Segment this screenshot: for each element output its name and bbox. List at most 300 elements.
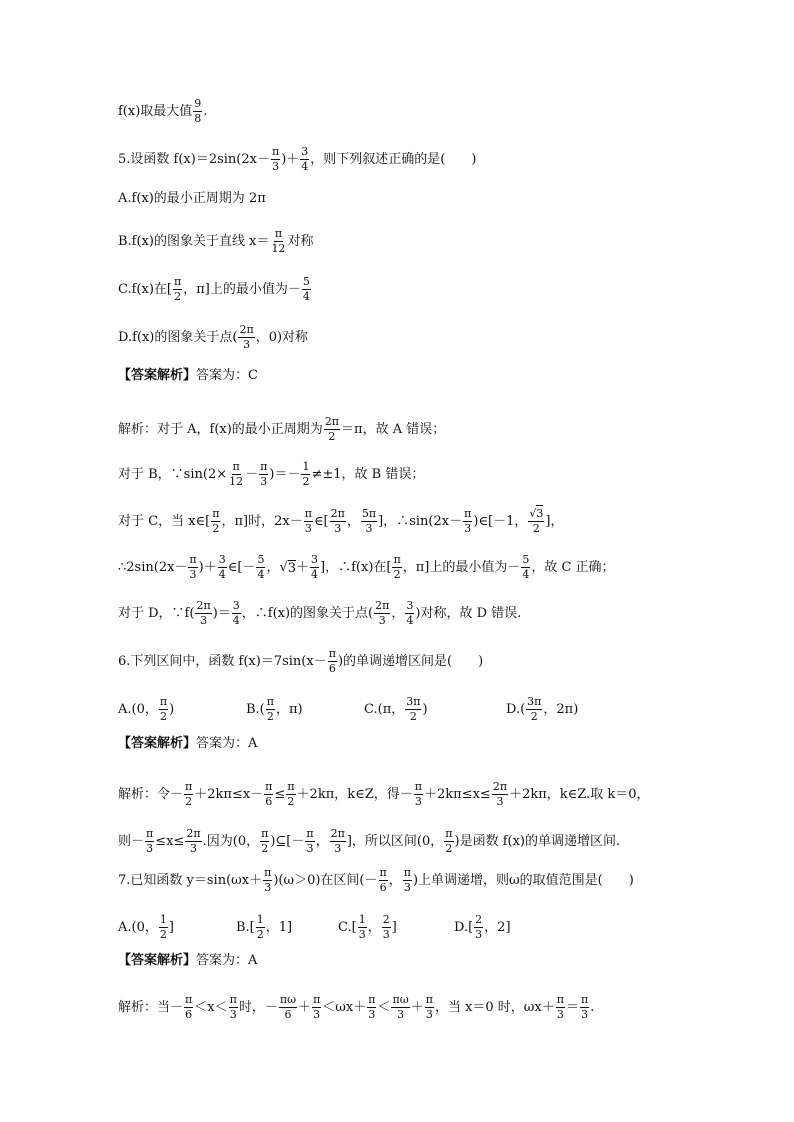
q5-stem <box>118 146 734 172</box>
text: 解析：当－ <box>118 999 184 1015</box>
text: ∴2sin(2x－ <box>118 559 188 575</box>
q5-option-d <box>118 324 734 350</box>
text: ，1] <box>265 919 293 935</box>
fraction <box>414 781 423 807</box>
frac-num: 5π <box>361 507 377 520</box>
frac-num: π <box>304 507 312 520</box>
text: 5.设函数 f(x)＝2sin(2x－ <box>118 151 270 167</box>
frac-num: π <box>328 647 336 660</box>
frac-den: 12 <box>271 241 286 255</box>
text: ]，∴f(x)在[ <box>320 559 392 575</box>
text: ＜ <box>377 999 391 1015</box>
frac-num: 3π <box>406 695 421 708</box>
frac-num: π <box>212 507 220 520</box>
text: A.f(x)的最小正周期为 2π <box>118 191 266 206</box>
frac-den: 3 <box>200 613 208 627</box>
answer-label: 【答案解析】 <box>118 736 197 751</box>
frac-den: 4 <box>311 567 319 581</box>
frac-den: 6 <box>379 880 387 894</box>
answer-label: 【答案解析】 <box>118 953 197 968</box>
answer-text: 答案为：A <box>196 953 258 968</box>
fraction <box>193 98 202 124</box>
frac-den: 3 <box>556 1007 564 1021</box>
text: C.(π， <box>364 701 405 717</box>
text: .因为(0， <box>202 833 260 849</box>
frac-den: 2 <box>328 429 336 443</box>
fraction <box>403 867 412 893</box>
fraction <box>256 914 265 940</box>
answer-label: 【答案解析】 <box>118 368 197 383</box>
frac-num: π <box>414 780 423 793</box>
text: ＜x＜ <box>194 999 228 1015</box>
ans5-line4 <box>118 554 734 580</box>
frac-num: 2π <box>375 599 390 612</box>
fraction <box>367 994 376 1020</box>
frac-den: 3 <box>414 794 422 808</box>
frac-num: 2π <box>324 415 340 428</box>
fraction <box>159 696 168 722</box>
q6-options <box>118 696 734 722</box>
fraction <box>374 600 390 626</box>
frac-den: 3 <box>229 1007 237 1021</box>
text: ]，∴sin(2x－ <box>378 513 463 529</box>
frac-num: π <box>464 507 472 520</box>
text: 对称 <box>287 233 314 249</box>
fraction <box>270 228 286 254</box>
frac-num: π <box>379 866 387 879</box>
frac-den: 2 <box>409 709 417 723</box>
frac-num: 3 <box>301 145 309 158</box>
q7-options <box>118 914 734 940</box>
frac-num: πω <box>392 993 409 1006</box>
frac-num: π <box>271 145 280 158</box>
fraction <box>218 554 227 580</box>
fraction <box>259 461 268 487</box>
text: ＋ <box>298 999 312 1015</box>
frac-num: 5 <box>522 553 530 566</box>
frac-num: π <box>266 695 274 708</box>
text: ＋ <box>296 559 310 575</box>
frac-num: π <box>403 866 411 879</box>
text: ＋ <box>410 999 424 1015</box>
frac-den: 3 <box>272 159 280 173</box>
frac-den: 2 <box>393 567 401 581</box>
frac-num: √3 <box>529 507 544 520</box>
frac-den: 2 <box>530 709 538 723</box>
text: ≤x≤ <box>155 833 185 849</box>
text: 时，－ <box>238 999 278 1015</box>
frac-num: π <box>189 553 197 566</box>
fraction <box>328 648 337 674</box>
q6-option-b <box>246 696 364 722</box>
frac-num: 3π <box>527 695 542 708</box>
frac-num: 2 <box>382 913 390 926</box>
frac-num: 5 <box>302 275 310 288</box>
text: B.( <box>246 701 265 717</box>
fraction <box>263 867 272 893</box>
fraction <box>184 994 193 1020</box>
frac-num: π <box>173 275 182 288</box>
frac-den: 2 <box>532 521 540 535</box>
text: ≠±1，故 B 错误； <box>311 466 425 482</box>
text: ，故 C 正确； <box>531 559 615 575</box>
fraction <box>173 276 182 302</box>
q7-option-b <box>236 914 338 940</box>
text: )上单调递增，则ω的取值范围是( ) <box>412 872 634 888</box>
text: 对于 C，当 x∈[ <box>118 513 211 529</box>
frac-num: π <box>261 827 269 840</box>
ans6-line2 <box>118 828 734 854</box>
frac-den: 3 <box>334 521 342 535</box>
text: ≤ <box>274 786 286 802</box>
frac-den: 4 <box>406 613 414 627</box>
text: ＋2kπ，k∈Z.取 k＝0， <box>509 786 650 802</box>
text: ，π]上的最小值为－ <box>402 559 521 575</box>
text: )＝－ <box>269 466 301 482</box>
text: )⊆[－ <box>270 833 305 849</box>
fraction <box>229 994 238 1020</box>
text: ， <box>391 605 405 621</box>
ans6-line1 <box>118 781 734 807</box>
frac-num: π <box>264 866 272 879</box>
frac-den: 3 <box>403 880 411 894</box>
fraction <box>300 146 309 172</box>
fraction <box>264 781 273 807</box>
text: ， <box>388 872 402 888</box>
frac-num: 2π <box>239 323 254 336</box>
frac-den: 3 <box>260 474 268 488</box>
text: ]，所以区间(0， <box>346 833 444 849</box>
text: ＋2kπ≤x≤ <box>424 786 491 802</box>
text: )＝ <box>212 605 231 621</box>
text: )的单调递增区间是( ) <box>337 653 484 669</box>
fraction <box>330 508 346 534</box>
q7-stem <box>118 867 734 893</box>
frac-den: 4 <box>302 289 310 303</box>
fraction <box>185 828 201 854</box>
frac-den: 3 <box>368 1007 376 1021</box>
frac-num: π <box>185 993 193 1006</box>
frac-den: 2 <box>266 709 274 723</box>
fraction <box>580 994 589 1020</box>
fraction <box>310 554 319 580</box>
text: ＜ωx＋ <box>322 999 367 1015</box>
frac-den: 4 <box>257 567 265 581</box>
frac-num: πω <box>279 993 297 1006</box>
fraction <box>330 828 346 854</box>
text: )是函数 f(x)的单调递增区间. <box>454 833 621 849</box>
frac-num: 2π <box>330 507 345 520</box>
fraction <box>526 696 542 722</box>
text: B.[ <box>236 919 255 935</box>
q6-option-d <box>506 696 578 722</box>
fraction <box>184 781 193 807</box>
frac-den: 8 <box>194 111 202 125</box>
frac-den: 6 <box>328 661 336 675</box>
text: 解析：对于 A，f(x)的最小正周期为 <box>118 421 323 437</box>
fraction <box>556 994 565 1020</box>
text: 7.已知函数 y＝sin(ωx＋ <box>118 872 263 888</box>
frac-den: 6 <box>284 1007 292 1021</box>
frac-num: π <box>229 993 237 1006</box>
ans5-line2 <box>118 461 734 487</box>
text: C.[ <box>338 919 357 935</box>
frac-den: 3 <box>334 841 342 855</box>
frac-den: 6 <box>265 794 273 808</box>
fraction <box>379 867 388 893</box>
q5-option-b <box>118 228 734 254</box>
frac-den: 3 <box>425 1007 433 1021</box>
frac-num: π <box>556 993 564 1006</box>
text: 对于 B，∵sin(2× <box>118 466 228 482</box>
frac-den: 3 <box>464 521 472 535</box>
frac-den: 3 <box>264 880 272 894</box>
fraction <box>528 508 544 534</box>
text: B.f(x)的图象关于直线 x＝ <box>118 233 270 249</box>
ans6-header <box>118 737 734 750</box>
text: ＋2kπ≤x－ <box>194 786 264 802</box>
frac-num: 3 <box>311 553 319 566</box>
text: ∈[－ <box>227 559 256 575</box>
text: ＋2kπ，k∈Z，得－ <box>296 786 413 802</box>
text: D.[ <box>454 919 474 935</box>
frac-num: π <box>159 695 168 708</box>
q7-option-d <box>454 914 511 940</box>
frac-den: 4 <box>522 567 530 581</box>
frac-num: π <box>265 780 273 793</box>
frac-num: π <box>232 460 240 473</box>
text: )∈[－1， <box>473 513 528 529</box>
text: ， <box>346 513 360 529</box>
frac-num: π <box>445 827 453 840</box>
frac-den: 3 <box>243 337 251 351</box>
frac-den: 2 <box>185 794 193 808</box>
text: ] <box>168 919 174 935</box>
frac-den: 3 <box>475 927 483 941</box>
text: ) <box>169 701 175 717</box>
text: ， <box>266 559 280 575</box>
fraction <box>392 554 401 580</box>
fraction <box>188 554 197 580</box>
frac-num: π <box>368 993 376 1006</box>
fraction <box>228 461 244 487</box>
ans5-line5 <box>118 600 734 626</box>
frac-num: 2π <box>196 599 211 612</box>
fraction <box>256 554 265 580</box>
text: . <box>203 103 208 119</box>
fraction <box>492 781 508 807</box>
frac-den: 4 <box>218 567 226 581</box>
q7-option-c <box>338 914 454 940</box>
fraction <box>271 146 280 172</box>
fraction <box>463 508 472 534</box>
frac-num: π <box>306 827 314 840</box>
fraction <box>211 508 220 534</box>
text: ，π) <box>276 701 303 717</box>
frac-den: 2 <box>159 709 167 723</box>
frac-den: 3 <box>146 841 154 855</box>
text: ]， <box>545 513 564 529</box>
text: D.( <box>506 701 526 717</box>
fraction <box>324 416 340 442</box>
fraction <box>279 994 297 1020</box>
sqrt-value: 3 <box>536 507 544 520</box>
frac-den: 2 <box>256 927 264 941</box>
text: f(x)取最大值 <box>118 103 193 119</box>
text: ＝ <box>565 999 579 1015</box>
frac-den: 2 <box>287 794 295 808</box>
text: A.(0， <box>118 701 158 717</box>
text: 6.下列区间中，函数 f(x)＝7sin(x－ <box>118 653 327 669</box>
text: 则－ <box>118 833 145 849</box>
frac-den: 3 <box>378 613 386 627</box>
ans5-line3 <box>118 508 734 534</box>
fraction <box>304 508 313 534</box>
text: ，则下列叙述正确的是( ) <box>310 151 477 167</box>
frac-num: π <box>287 780 295 793</box>
fraction <box>232 600 241 626</box>
fraction <box>474 914 483 940</box>
frac-den: 3 <box>313 1007 321 1021</box>
frac-num: π <box>185 780 193 793</box>
fraction <box>145 828 154 854</box>
text: )＋ <box>198 559 217 575</box>
fraction <box>382 914 391 940</box>
fraction <box>425 994 434 1020</box>
text: )(ω＞0)在区间(－ <box>273 872 378 888</box>
text: ，2π) <box>543 701 579 717</box>
frac-num: 3 <box>406 599 414 612</box>
q6-stem <box>118 648 734 674</box>
text: C.f(x)在[ <box>118 281 172 297</box>
text: ， <box>367 919 381 935</box>
text: ，∴f(x)的图象关于点( <box>241 605 374 621</box>
frac-den: 2 <box>174 289 182 303</box>
frac-num: 1 <box>358 913 366 926</box>
frac-num: π <box>260 460 268 473</box>
frac-den: 3 <box>397 1007 405 1021</box>
text: )对称，故 D 错误. <box>415 605 522 621</box>
q5-option-a <box>118 192 734 205</box>
frac-num: 3 <box>218 553 226 566</box>
frac-den: 4 <box>232 613 240 627</box>
text: 对于 D，∵f( <box>118 605 195 621</box>
frac-den: 2 <box>159 927 167 941</box>
text: )＋ <box>281 151 300 167</box>
fraction <box>312 994 321 1020</box>
frac-den: 3 <box>189 841 197 855</box>
top-line <box>118 98 734 124</box>
frac-num: 2 <box>475 913 483 926</box>
frac-num: 2π <box>330 827 345 840</box>
fraction <box>195 600 211 626</box>
fraction <box>444 828 453 854</box>
frac-den: 2 <box>261 841 269 855</box>
text: ＝π，故 A 错误； <box>341 421 446 437</box>
q6-option-c <box>364 696 506 722</box>
fraction <box>286 781 295 807</box>
frac-den: 4 <box>301 159 309 173</box>
frac-num: π <box>581 993 589 1006</box>
ans7-header <box>118 954 734 967</box>
frac-num: π <box>146 827 154 840</box>
fraction <box>405 696 421 722</box>
fraction <box>260 828 269 854</box>
frac-num: π <box>274 227 283 240</box>
frac-den: 2 <box>212 521 220 535</box>
text: . <box>590 999 595 1015</box>
frac-den: 3 <box>189 567 197 581</box>
frac-den: 3 <box>581 1007 589 1021</box>
fraction <box>305 828 314 854</box>
text: ，π]上的最小值为－ <box>183 281 301 297</box>
frac-num: 9 <box>194 97 202 110</box>
frac-den: 3 <box>365 521 373 535</box>
frac-num: π <box>393 553 401 566</box>
frac-num: 3 <box>232 599 240 612</box>
fraction <box>361 508 377 534</box>
frac-den: 3 <box>304 521 312 535</box>
fraction <box>521 554 530 580</box>
frac-num: π <box>313 993 321 1006</box>
text: ∈[ <box>313 513 329 529</box>
answer-text: 答案为：A <box>196 736 258 751</box>
frac-den: 3 <box>358 927 366 941</box>
frac-den: 2 <box>445 841 453 855</box>
frac-den: 3 <box>496 794 504 808</box>
fraction <box>405 600 414 626</box>
fraction <box>301 461 310 487</box>
ans7-line1 <box>118 994 734 1020</box>
fraction <box>391 994 409 1020</box>
frac-num: 1 <box>302 460 310 473</box>
frac-den: 3 <box>382 927 390 941</box>
fraction <box>302 276 311 302</box>
frac-den: 2 <box>302 474 310 488</box>
q5-option-c <box>118 276 734 302</box>
frac-num: 1 <box>256 913 264 926</box>
text: A.(0， <box>118 919 158 935</box>
sqrt-symbol: √ <box>279 559 288 575</box>
text: D.f(x)的图象关于点( <box>118 329 238 345</box>
frac-num: π <box>425 993 433 1006</box>
frac-num: 2π <box>492 780 508 793</box>
text: ， <box>315 833 329 849</box>
fraction <box>238 324 254 350</box>
q6-option-a <box>118 696 246 722</box>
text: － <box>245 466 259 482</box>
text: ，当 x＝0 时，ωx＋ <box>434 999 555 1015</box>
text: ) <box>422 701 428 717</box>
frac-num: 1 <box>159 913 167 926</box>
text: ，2] <box>484 919 511 935</box>
ans5-header <box>118 369 734 382</box>
text: 解析：令－ <box>118 786 184 802</box>
text: ，π]时，2x－ <box>221 513 303 529</box>
sqrt-value: 3 <box>287 560 297 576</box>
fraction <box>159 914 168 940</box>
frac-num: 2π <box>186 827 201 840</box>
frac-num: 5 <box>257 553 265 566</box>
frac-den: 3 <box>306 841 314 855</box>
fraction <box>358 914 367 940</box>
q7-option-a <box>118 914 236 940</box>
frac-den: 6 <box>185 1007 193 1021</box>
text: ，0)对称 <box>255 329 309 345</box>
answer-text: 答案为：C <box>196 368 258 383</box>
ans5-line1 <box>118 416 734 442</box>
text: ] <box>391 919 397 935</box>
